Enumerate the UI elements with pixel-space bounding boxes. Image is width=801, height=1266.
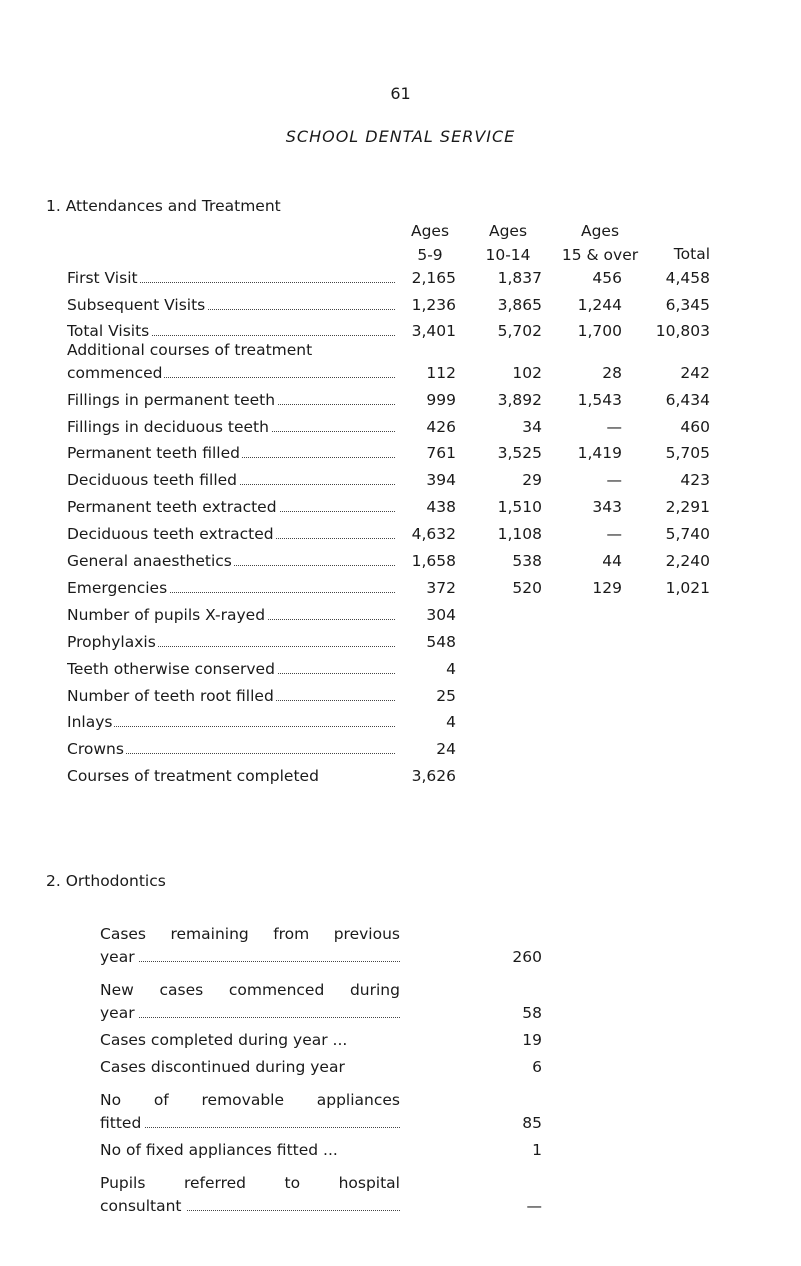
table-cell-v2: 520 [512,579,542,597]
ortho-label-line [100,1174,400,1192]
column-header-total: Total [673,245,710,263]
table-cell-v1: 3,626 [411,767,456,785]
table-cell-v3: 1,700 [577,322,622,340]
row-label [67,418,395,436]
table-cell-v4: 242 [680,364,710,382]
page-title: SCHOOL DENTAL SERVICE [285,127,516,146]
table-cell-v1: 438 [426,498,456,516]
row-label-text: Courses of treatment completed [67,767,319,785]
ortho-label-word: of [153,1091,169,1109]
row-label [67,633,395,651]
ortho-label-word: from [273,925,310,943]
row-label-text: Number of teeth root filled [67,687,274,705]
table-cell-v4: 6,345 [665,296,710,314]
table-cell-v4: 1,021 [665,579,710,597]
section-heading-orthodontics: 2. Orthodontics [46,872,166,890]
ortho-label-word: Cases [100,925,147,943]
table-cell-v1: 761 [426,444,456,462]
ortho-label: Cases discontinued during year [100,1058,345,1076]
ortho-label [100,1114,400,1132]
row-label [67,606,395,624]
ortho-label-word: to [284,1174,301,1192]
column-header-ages-10-14 [468,222,548,264]
row-label [67,471,395,489]
ortho-value: — [526,1197,542,1215]
table-cell-v2: 5,702 [497,322,542,340]
column-header-line: Ages [410,222,450,240]
row-label-text: Subsequent Visits [67,296,206,314]
row-label-text: General anaesthetics [67,552,232,570]
table-cell-v1: 25 [436,687,456,705]
row-label [67,579,395,597]
row-label [67,552,395,570]
table-cell-v2: 1,108 [497,525,542,543]
table-cell-v3: 456 [592,269,622,287]
row-label-text: Prophylaxis [67,633,156,651]
row-label-text: First Visit [67,269,138,287]
table-cell-v1: 394 [426,471,456,489]
table-cell-v4: 460 [680,418,710,436]
table-cell-v2: 34 [522,418,542,436]
ortho-label-word: during [349,981,400,999]
table-cell-v4: 4,458 [665,269,710,287]
table-cell-v2: 29 [522,471,542,489]
row-label [67,269,395,287]
ortho-label-line [100,925,400,943]
table-cell-v2: 1,510 [497,498,542,516]
ortho-label-word: removable [201,1091,285,1109]
row-label [67,296,395,314]
ortho-label-word: remaining [170,925,249,943]
ortho-label-word: appliances [316,1091,400,1109]
ortho-label: No of fixed appliances fitted ... [100,1141,338,1159]
column-header-ages-15-over [545,222,655,264]
table-cell-v3: — [606,471,622,489]
section-heading-attendances: 1. Attendances and Treatment [46,197,281,215]
row-label-text: Fillings in permanent teeth [67,391,276,409]
row-label [67,444,395,462]
row-label-text: Permanent teeth extracted [67,498,277,516]
row-label [67,713,395,731]
ortho-label-line [100,1091,400,1109]
ortho-label-text: year [100,948,139,966]
table-cell-v1: 24 [436,740,456,758]
table-cell-v1: 426 [426,418,456,436]
ortho-label: Cases completed during year ... [100,1031,348,1049]
ortho-label-text: fitted [100,1114,145,1132]
ortho-label-word: referred [183,1174,247,1192]
column-header-line: Ages [488,222,528,240]
row-label-line: Additional courses of treatment [67,341,313,359]
table-cell-v1: 3,401 [411,322,456,340]
column-header-ages-5-9 [390,222,470,264]
table-cell-v1: 372 [426,579,456,597]
table-cell-v1: 304 [426,606,456,624]
row-label [67,364,395,382]
row-label-text: commenced [67,364,163,382]
column-header-line: 5-9 [417,246,443,264]
table-cell-v1: 112 [426,364,456,382]
table-cell-v4: 2,291 [665,498,710,516]
row-label [67,740,395,758]
ortho-label-word: Pupils [100,1174,146,1192]
dot-leader [100,1017,400,1018]
table-cell-v2: 3,865 [497,296,542,314]
row-label-text: Total Visits [67,322,150,340]
table-cell-v2: 538 [512,552,542,570]
ortho-label-text: year [100,1004,139,1022]
table-cell-v1: 2,165 [411,269,456,287]
table-cell-v1: 4 [446,660,456,678]
ortho-value: 58 [522,1004,542,1022]
row-label-text: Inlays [67,713,113,731]
ortho-label-word: cases [159,981,204,999]
table-cell-v4: 423 [680,471,710,489]
table-cell-v3: 129 [592,579,622,597]
ortho-value: 1 [532,1141,542,1159]
table-cell-v1: 4,632 [411,525,456,543]
row-label-text: Deciduous teeth extracted [67,525,274,543]
table-cell-v3: — [606,525,622,543]
ortho-label-word: previous [333,925,400,943]
table-cell-v1: 999 [426,391,456,409]
row-label [67,687,395,705]
row-label [67,525,395,543]
ortho-value: 260 [512,948,542,966]
table-cell-v3: 1,543 [577,391,622,409]
row-label [67,767,395,785]
table-cell-v2: 3,525 [497,444,542,462]
ortho-value: 85 [522,1114,542,1132]
row-label-text: Permanent teeth filled [67,444,240,462]
dot-leader [67,726,395,727]
table-cell-v4: 2,240 [665,552,710,570]
row-label [67,391,395,409]
table-cell-v2: 1,837 [497,269,542,287]
ortho-label-word: No [100,1091,122,1109]
column-header-line: Ages [580,222,620,240]
ortho-label-word: New [100,981,134,999]
ortho-label-line [100,981,400,999]
table-cell-v3: 1,419 [577,444,622,462]
table-cell-v3: 28 [602,364,622,382]
table-cell-v3: 44 [602,552,622,570]
row-label-text: Crowns [67,740,124,758]
row-label [67,322,395,340]
row-label-text: Deciduous teeth filled [67,471,238,489]
table-cell-v3: 343 [592,498,622,516]
row-label-text: Number of pupils X-rayed [67,606,266,624]
table-cell-v3: — [606,418,622,436]
table-cell-v4: 10,803 [655,322,710,340]
dot-leader [100,1127,400,1128]
table-cell-v4: 5,705 [665,444,710,462]
table-cell-v1: 1,236 [411,296,456,314]
ortho-label-text: consultant [100,1197,186,1215]
row-label-text: Teeth otherwise conserved [67,660,275,678]
row-label-text: Fillings in deciduous teeth [67,418,269,436]
ortho-label-word: hospital [338,1174,400,1192]
table-cell-v2: 102 [512,364,542,382]
ortho-label [100,1197,400,1215]
ortho-label-word: commenced [228,981,325,999]
table-cell-v1: 548 [426,633,456,651]
table-cell-v3: 1,244 [577,296,622,314]
row-label [67,498,395,516]
table-cell-v2: 3,892 [497,391,542,409]
table-cell-v1: 1,658 [411,552,456,570]
ortho-label [100,948,400,966]
ortho-label [100,1004,400,1022]
column-header-line: 15 & over [561,246,639,264]
column-header-line: 10-14 [485,246,531,264]
row-label-text: Emergencies [67,579,168,597]
table-cell-v4: 6,434 [665,391,710,409]
ortho-value: 6 [532,1058,542,1076]
table-cell-v1: 4 [446,713,456,731]
row-label [67,660,395,678]
ortho-value: 19 [522,1031,542,1049]
dot-leader [100,961,400,962]
table-cell-v4: 5,740 [665,525,710,543]
page-number: 61 [390,84,411,103]
